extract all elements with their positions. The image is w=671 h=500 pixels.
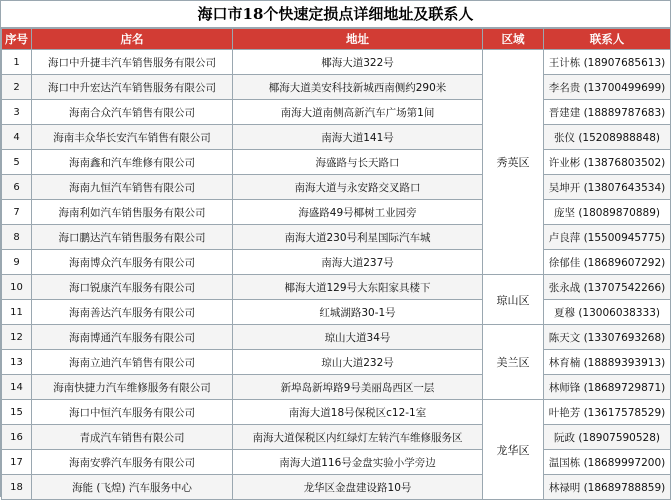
table-row — [2, 100, 671, 125]
table-row — [2, 175, 671, 200]
table-row — [2, 250, 671, 275]
cell-contact: 晋建建 (18889787683) — [544, 100, 671, 125]
table-row — [2, 200, 671, 225]
table-row — [2, 75, 671, 100]
cell-no: 10 — [2, 275, 32, 300]
cell-address: 龙华区金盘建设路10号 — [233, 475, 483, 500]
cell-contact: 庞坚 (18089870889) — [544, 200, 671, 225]
cell-contact: 徐郁佳 (18689607292) — [544, 250, 671, 275]
cell-contact: 李名贵 (13700499699) — [544, 75, 671, 100]
cell-contact: 吴坤开 (13807643534) — [544, 175, 671, 200]
cell-shop: 海南善达汽车服务有限公司 — [32, 300, 233, 325]
cell-no: 2 — [2, 75, 32, 100]
header-contact: 联系人 — [544, 29, 671, 50]
cell-address: 南海大道237号 — [233, 250, 483, 275]
cell-address: 琼山大道34号 — [233, 325, 483, 350]
cell-no: 6 — [2, 175, 32, 200]
cell-no: 14 — [2, 375, 32, 400]
cell-shop: 海口中升宏达汽车销售服务有限公司 — [32, 75, 233, 100]
table-row — [2, 225, 671, 250]
table-row — [2, 275, 671, 300]
header-address: 地址 — [233, 29, 483, 50]
cell-contact: 张永战 (13707542266) — [544, 275, 671, 300]
cell-address: 南海大道230号利星国际汽车城 — [233, 225, 483, 250]
table-row — [2, 350, 671, 375]
cell-contact: 林师锋 (18689729871) — [544, 375, 671, 400]
cell-shop: 海口鹏达汽车销售服务有限公司 — [32, 225, 233, 250]
table-row — [2, 425, 671, 450]
cell-shop: 海口中恒汽车服务有限公司 — [32, 400, 233, 425]
cell-shop: 海南立迪汽车销售有限公司 — [32, 350, 233, 375]
cell-no: 16 — [2, 425, 32, 450]
cell-no: 9 — [2, 250, 32, 275]
cell-no: 3 — [2, 100, 32, 125]
cell-region: 秀英区 — [483, 50, 544, 275]
header-no: 序号 — [2, 29, 32, 50]
cell-address: 琼山大道232号 — [233, 350, 483, 375]
cell-no: 12 — [2, 325, 32, 350]
cell-contact: 许业彬 (13876803502) — [544, 150, 671, 175]
cell-contact: 张仪 (15208988848) — [544, 125, 671, 150]
cell-no: 18 — [2, 475, 32, 500]
cell-shop: 海南九恒汽车销售有限公司 — [32, 175, 233, 200]
table-row — [2, 300, 671, 325]
cell-no: 15 — [2, 400, 32, 425]
cell-contact: 温国栋 (18689997200) — [544, 450, 671, 475]
table-row — [2, 50, 671, 75]
cell-address: 南海大道116号金盘实验小学旁边 — [233, 450, 483, 475]
cell-shop: 海南丰众华长安汽车销售有限公司 — [32, 125, 233, 150]
header-region: 区域 — [483, 29, 544, 50]
cell-address: 南海大道与永安路交叉路口 — [233, 175, 483, 200]
cell-shop: 海南合众汽车销售有限公司 — [32, 100, 233, 125]
cell-shop: 海南利如汽车销售服务有限公司 — [32, 200, 233, 225]
table-row — [2, 325, 671, 350]
cell-contact: 阮政 (18907590528) — [544, 425, 671, 450]
cell-contact: 夏穆 (13006038333) — [544, 300, 671, 325]
cell-no: 4 — [2, 125, 32, 150]
cell-address: 海盛路49号椰树工业园旁 — [233, 200, 483, 225]
cell-address: 椰海大道129号大东阳家具楼下 — [233, 275, 483, 300]
table-row — [2, 450, 671, 475]
table-row — [2, 375, 671, 400]
cell-no: 17 — [2, 450, 32, 475]
cell-no: 7 — [2, 200, 32, 225]
cell-no: 11 — [2, 300, 32, 325]
cell-contact: 林禄明 (18689788859) — [544, 475, 671, 500]
cell-no: 5 — [2, 150, 32, 175]
cell-shop: 海南博众汽车服务有限公司 — [32, 250, 233, 275]
cell-no: 13 — [2, 350, 32, 375]
cell-shop: 海口锐康汽车服务有限公司 — [32, 275, 233, 300]
sheet-title: 海口市18个快速定损点详细地址及联系人 — [1, 1, 670, 28]
cell-address: 南海大道保税区内红绿灯左转汽车维修服务区 — [233, 425, 483, 450]
table-body — [2, 50, 671, 500]
cell-contact: 陈天文 (13307693268) — [544, 325, 671, 350]
cell-no: 1 — [2, 50, 32, 75]
cell-address: 海盛路与长天路口 — [233, 150, 483, 175]
cell-shop: 海南安骅汽车服务有限公司 — [32, 450, 233, 475]
cell-address: 南海大道18号保税区c12-1室 — [233, 400, 483, 425]
cell-region: 琼山区 — [483, 275, 544, 325]
cell-address: 红城湖路30-1号 — [233, 300, 483, 325]
cell-shop: 海南博通汽车服务有限公司 — [32, 325, 233, 350]
cell-shop: 海南鑫和汽车维修有限公司 — [32, 150, 233, 175]
cell-no: 8 — [2, 225, 32, 250]
header-shop: 店名 — [32, 29, 233, 50]
table-row — [2, 475, 671, 500]
cell-address: 新埠岛新埠路9号美丽岛西区一层 — [233, 375, 483, 400]
cell-region: 美兰区 — [483, 325, 544, 400]
cell-address: 椰海大道美安科技新城西南侧约290米 — [233, 75, 483, 100]
store-table — [1, 28, 671, 500]
cell-shop: 海南快捷力汽车维修服务有限公司 — [32, 375, 233, 400]
cell-contact: 叶艳芳 (13617578529) — [544, 400, 671, 425]
table-row — [2, 400, 671, 425]
cell-address: 椰海大道322号 — [233, 50, 483, 75]
cell-shop: 海能 (飞煌) 汽车服务中心 — [32, 475, 233, 500]
cell-contact: 林育楠 (18889393913) — [544, 350, 671, 375]
cell-address: 南海大道南侧高新汽车广场第1间 — [233, 100, 483, 125]
cell-contact: 卢良萍 (15500945775) — [544, 225, 671, 250]
cell-region: 龙华区 — [483, 400, 544, 500]
table-row — [2, 125, 671, 150]
cell-contact: 王计栋 (18907685613) — [544, 50, 671, 75]
table-row — [2, 150, 671, 175]
cell-shop: 青成汽车销售有限公司 — [32, 425, 233, 450]
cell-shop: 海口中升捷丰汽车销售服务有限公司 — [32, 50, 233, 75]
header-row — [2, 29, 671, 50]
cell-address: 南海大道141号 — [233, 125, 483, 150]
